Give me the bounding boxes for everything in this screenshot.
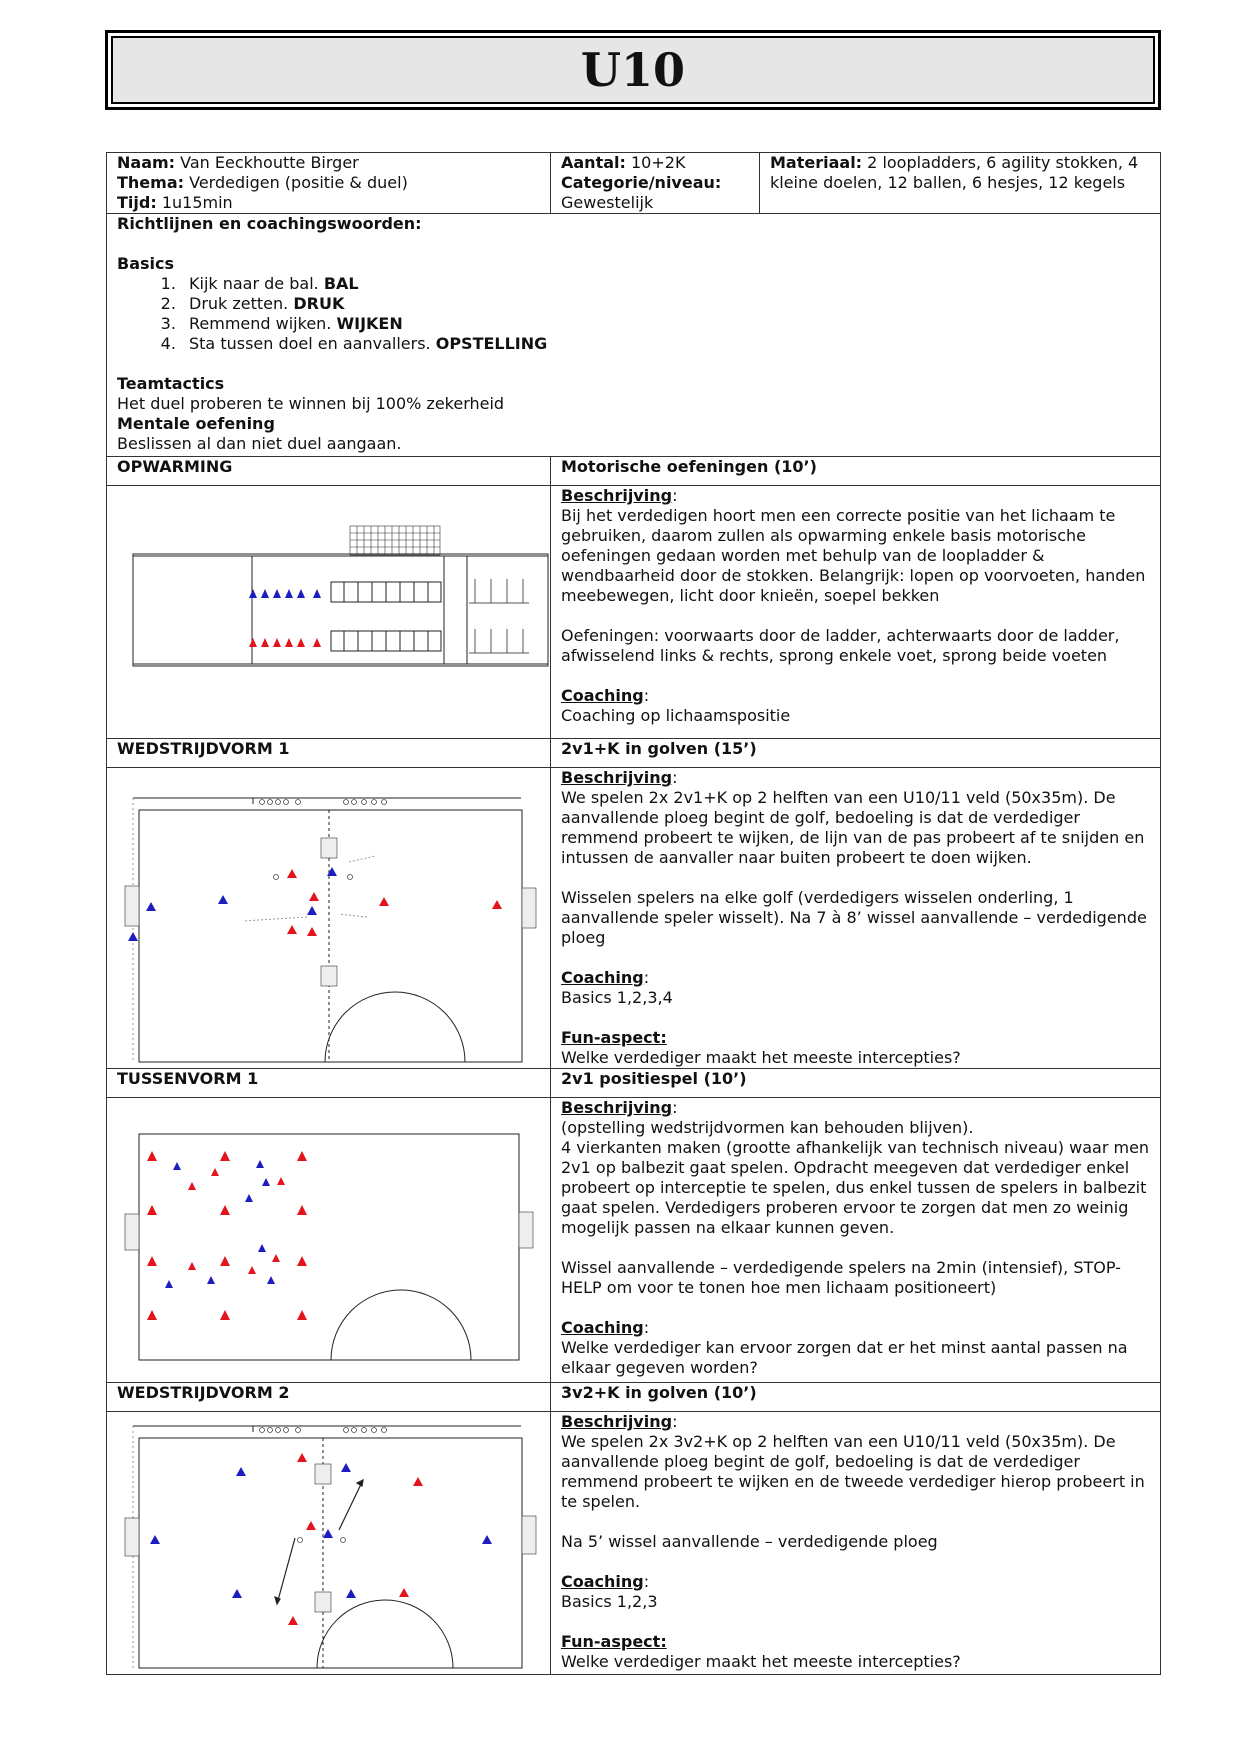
section-body bbox=[107, 1412, 1161, 1675]
red-player-icon bbox=[287, 869, 502, 936]
agility-ladder-icon bbox=[331, 582, 441, 651]
list-item: 1. Kijk naar de bal. BAL bbox=[181, 274, 1150, 294]
info-row bbox=[107, 153, 1161, 214]
warmup-diagram bbox=[107, 486, 551, 739]
match-form-2-diagram bbox=[107, 1412, 551, 1675]
page-title: U10 bbox=[111, 36, 1155, 104]
goal-icon bbox=[350, 526, 440, 555]
intermediate-form-diagram bbox=[107, 1098, 551, 1383]
red-cone-icon bbox=[147, 1151, 307, 1320]
basics-list bbox=[117, 274, 1150, 354]
exercise-description: Beschrijving: We spelen 2x 2v1+K op 2 helften van een U10/11 veld (50x35m). De aanvallende ploeg begint de golf, bedoeling is dat de verdediger remmend probeert te wijken, de lijn van de pas probeert af te snijden en intussen de aanvaller naar buiten probeert te doen wijken. Wisselen spelers na elke golf (verdedigers wisselen onderling, 1 aanvallende speler wisselt). Na 7 à 8’ wissel aanvallende – verdedigende ploeg Coaching: Basics 1,2,3,4 Fun-aspect: Welke verdediger maakt het meeste intercepties? bbox=[551, 768, 1161, 1069]
time-value: 1u15min bbox=[161, 193, 233, 212]
exercise-title: 2v1+K in golven (15’) bbox=[551, 739, 1161, 768]
info-cell-left: Naam: Van Eeckhoutte Birger Thema: Verdedigen (positie & duel) Tijd: 1u15min bbox=[107, 153, 551, 214]
goal-icon bbox=[125, 1212, 533, 1250]
blue-cones-icon bbox=[249, 589, 321, 598]
name-value: Van Eeckhoutte Birger bbox=[180, 153, 359, 172]
exercise-description: Beschrijving: Bij het verdedigen hoort men een correcte positie van het lichaam te gebruiken, daarom zullen als opwarming enkele basis motorische oefeningen gedaan worden met behulp van de loopladder & wendbaarheid door de stokken. Belangrijk: lopen op voorvoeten, handen meebewegen, licht door knieën, soepel bekken Oefeningen: voorwaarts door de ladder, achterwaarts door de ladder, afwisselend links & rechts, sprong enkele voet, sprong beide voeten Coaching: Coaching op lichaamspositie bbox=[551, 486, 1161, 739]
red-player-icon bbox=[188, 1168, 285, 1274]
exercise-title: Motorische oefeningen (10’) bbox=[551, 457, 1161, 486]
teamtactics-heading: Teamtactics bbox=[117, 374, 225, 393]
exercise-description: Beschrijving: (opstelling wedstrijdvormen kan behouden blijven). 4 vierkanten maken (grootte afhankelijk van technisch niveau) waar men 2v1 op balbezit gaat spelen. Opdracht meegeven dat verdediger enkel probeert op interceptie te spelen, dus enkel tussen de spelers in balbezit gaat spelen. Verdedigers proberen ervoor te zorgen dat men zo weinig mogelijk passen na elkaar kunnen geven. Wissel aanvallende – verdedigende spelers na 2min (intensief), STOP-HELP om voor te tonen hoe men lichaam positioneert) Coaching: Welke verdediger kan ervoor zorgen dat er het minst aantal passen na elkaar gegeven worden? bbox=[551, 1098, 1161, 1383]
list-item: 4. Sta tussen doel en aanvallers. OPSTELLING bbox=[181, 334, 1150, 354]
category-value: Gewestelijk bbox=[561, 193, 654, 212]
section-header bbox=[107, 739, 1161, 768]
run-arrow-icon bbox=[275, 1480, 363, 1604]
guidelines-cell bbox=[107, 214, 1161, 457]
guidelines-heading: Richtlijnen en coachingswoorden: bbox=[117, 214, 422, 233]
match-form-1-diagram bbox=[107, 768, 551, 1069]
red-cones-icon bbox=[249, 638, 321, 647]
material-value: 2 loopladders, 6 agility stokken, 4 kleine doelen, 12 ballen, 6 hesjes, 12 kegels bbox=[770, 153, 1139, 192]
theme-value: Verdedigen (positie & duel) bbox=[189, 173, 408, 192]
exercise-title: 3v2+K in golven (10’) bbox=[551, 1383, 1161, 1412]
section-header bbox=[107, 457, 1161, 486]
basics-heading: Basics bbox=[117, 254, 175, 273]
section-header bbox=[107, 1069, 1161, 1098]
goal-icon bbox=[125, 838, 536, 986]
mental-text: Beslissen al dan niet duel aangaan. bbox=[117, 434, 402, 453]
info-cell-right: Materiaal: 2 loopladders, 6 agility stokken, 4 kleine doelen, 12 ballen, 6 hesjes, 12 kegels bbox=[760, 153, 1161, 214]
pass-arrow-icon bbox=[243, 856, 375, 921]
agility-stick-icon bbox=[469, 579, 529, 653]
section-body bbox=[107, 768, 1161, 1069]
guidelines-row bbox=[107, 214, 1161, 457]
info-cell-middle: Aantal: 10+2K Categorie/niveau: Gewestelijk bbox=[551, 153, 760, 214]
red-player-icon bbox=[288, 1453, 423, 1625]
section-body bbox=[107, 1098, 1161, 1383]
title-banner bbox=[105, 30, 1161, 110]
blue-player-icon bbox=[165, 1160, 275, 1288]
mental-heading: Mentale oefening bbox=[117, 414, 275, 433]
section-body bbox=[107, 486, 1161, 739]
count-value: 10+2K bbox=[631, 153, 686, 172]
phase-title: WEDSTRIJDVORM 1 bbox=[107, 739, 551, 768]
teamtactics-text: Het duel proberen te winnen bij 100% zekerheid bbox=[117, 394, 505, 413]
phase-title: TUSSENVORM 1 bbox=[107, 1069, 551, 1098]
list-item: 3. Remmend wijken. WIJKEN bbox=[181, 314, 1150, 334]
blue-player-icon bbox=[128, 867, 337, 941]
training-sheet bbox=[106, 152, 1161, 1675]
exercise-title: 2v1 positiespel (10’) bbox=[551, 1069, 1161, 1098]
exercise-description: Beschrijving: We spelen 2x 3v2+K op 2 helften van een U10/11 veld (50x35m). De aanvallende ploeg begint de golf, bedoeling is dat de verdediger remmend probeert te wijken en de tweede verdediger hierop probeert in te spelen. Na 5’ wissel aanvallende – verdedigende ploeg Coaching: Basics 1,2,3 Fun-aspect: Welke verdediger maakt het meeste intercepties? bbox=[551, 1412, 1161, 1675]
list-item: 2. Druk zetten. DRUK bbox=[181, 294, 1150, 314]
section-header bbox=[107, 1383, 1161, 1412]
phase-title: WEDSTRIJDVORM 2 bbox=[107, 1383, 551, 1412]
phase-title: OPWARMING bbox=[107, 457, 551, 486]
